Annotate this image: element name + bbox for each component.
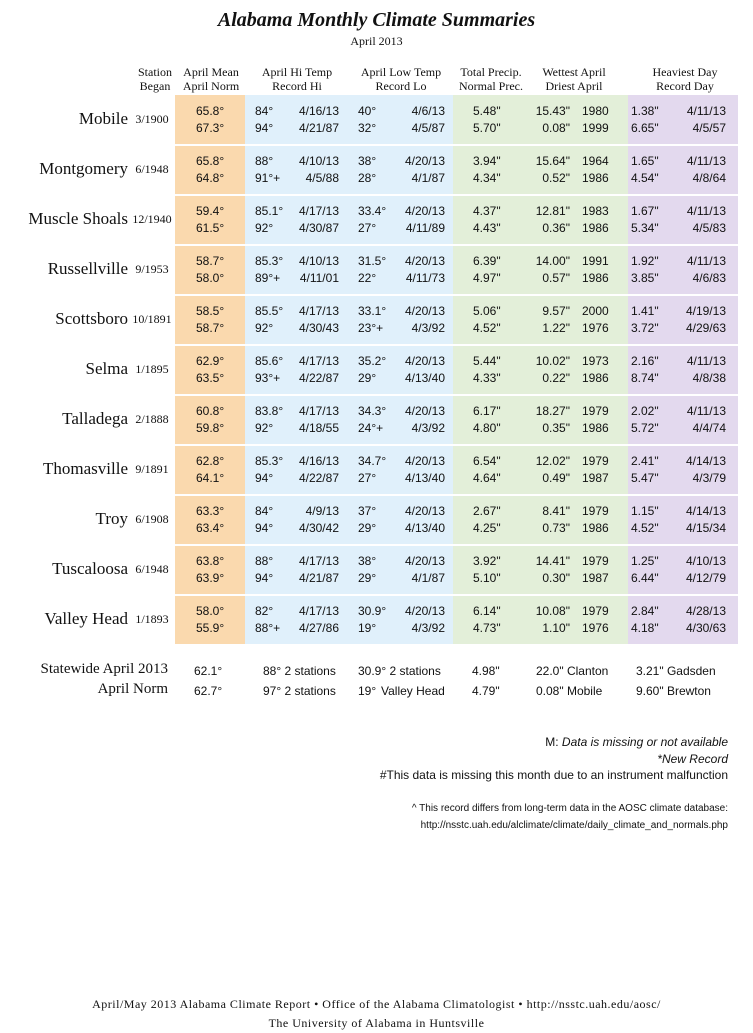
station-name: Thomasville	[43, 459, 128, 478]
cell-normal-precip: 4.73"	[473, 621, 501, 635]
table-row	[0, 545, 753, 595]
cell-rec-day-date: 4/30/63	[685, 621, 726, 635]
cell-heaviest-date: 4/10/13	[685, 554, 726, 568]
note-differs: ^ This record differs from long-term data in the AOSC climate database:	[411, 803, 728, 814]
statewide-heaviest: 3.21" Gadsden	[636, 664, 716, 678]
cell-rec-day-date: 4/29/63	[685, 321, 726, 335]
cell-wettest: 9.57"	[542, 304, 570, 318]
cell-rec-lo: 19°	[358, 621, 377, 635]
cell-lo-date: 4/20/13	[404, 604, 445, 618]
cell-mean: 60.8°	[196, 404, 225, 418]
row-divider	[24, 244, 738, 246]
note-missing: M: Data is missing or not available	[545, 735, 728, 749]
cell-wettest-year: 1979	[582, 404, 609, 418]
cell-driest-year: 1986	[582, 221, 609, 235]
cell-wettest-year: 1973	[582, 354, 609, 368]
table-row	[0, 195, 753, 245]
cell-rec-lo: 29°	[358, 571, 377, 585]
note-url: http://nsstc.uah.edu/alclimate/climate/daily_climate_and_normals.php	[420, 820, 728, 831]
cell-rec-lo-date: 4/3/92	[411, 621, 445, 635]
table-row	[0, 595, 753, 645]
cell-rec-lo: 23°+	[358, 321, 384, 335]
cell-driest-year: 1987	[582, 571, 609, 585]
cell-heaviest: 1.41"	[631, 304, 659, 318]
cell-rec-hi-date: 4/30/42	[298, 521, 339, 535]
table-row	[0, 495, 753, 545]
cell-driest-year: 1976	[582, 621, 609, 635]
cell-normal-precip: 4.33"	[473, 371, 501, 385]
cell-rec-day-date: 4/15/34	[685, 521, 726, 535]
cell-rec-hi-date: 4/21/87	[298, 571, 339, 585]
station-name: Muscle Shoals	[28, 209, 128, 228]
cell-driest: 0.08"	[542, 121, 570, 135]
statewide-precip: 4.98"	[472, 664, 500, 678]
cell-mean: 62.9°	[196, 354, 225, 368]
cell-mean: 58.5°	[196, 304, 225, 318]
station-name: Mobile	[78, 109, 128, 128]
cell-rec-day-date: 4/8/38	[692, 371, 726, 385]
norm-mean: 62.7°	[194, 684, 223, 698]
cell-driest-year: 1986	[582, 371, 609, 385]
note-new-record: *New Record	[657, 752, 728, 766]
cell-rec-lo-date: 4/11/89	[405, 221, 445, 235]
cell-normal-precip: 4.34"	[473, 171, 501, 185]
cell-lo-date: 4/20/13	[404, 304, 445, 318]
cell-rec-hi: 91°+	[255, 171, 281, 185]
cell-rec-lo: 27°	[358, 221, 377, 235]
cell-lo: 33.1°	[358, 304, 387, 318]
cell-normal-precip: 5.10"	[473, 571, 501, 585]
cell-rec-lo: 28°	[358, 171, 377, 185]
cell-heaviest-date: 4/28/13	[685, 604, 726, 618]
cell-wettest-year: 1980	[582, 104, 609, 118]
cell-rec-lo: 29°	[358, 521, 377, 535]
cell-driest: 0.35"	[542, 421, 570, 435]
cell-rec-hi-date: 4/22/87	[298, 371, 339, 385]
cell-rec-hi: 92°	[255, 421, 274, 435]
cell-norm: 58.7°	[196, 321, 225, 335]
cell-wettest: 8.41"	[542, 504, 570, 518]
cell-rec-day-date: 4/8/64	[692, 171, 726, 185]
cell-rec-lo-date: 4/13/40	[404, 371, 445, 385]
cell-hi: 88°	[255, 554, 274, 568]
row-divider	[24, 294, 738, 296]
cell-rec-lo: 29°	[358, 371, 377, 385]
cell-rec-hi: 89°+	[255, 271, 281, 285]
cell-driest-year: 1987	[582, 471, 609, 485]
cell-lo: 35.2°	[358, 354, 387, 368]
cell-hi: 83.8°	[255, 404, 284, 418]
cell-wettest: 15.43"	[535, 104, 570, 118]
cell-rec-lo-date: 4/1/87	[411, 171, 445, 185]
cell-rec-hi: 92°	[255, 221, 274, 235]
norm-label: April Norm	[97, 681, 168, 697]
station-began: 6/1948	[135, 162, 169, 176]
cell-rec-hi: 94°	[255, 471, 274, 485]
station-began: 3/1900	[135, 112, 169, 126]
cell-wettest: 14.00"	[535, 254, 570, 268]
page-subtitle: April 2013	[350, 34, 403, 48]
cell-rec-day-date: 4/3/79	[692, 471, 726, 485]
cell-lo-date: 4/20/13	[404, 254, 445, 268]
cell-norm: 63.4°	[196, 521, 225, 535]
cell-driest: 0.73"	[542, 521, 570, 535]
header-wettest: Wettest April Driest April	[542, 65, 606, 93]
cell-heaviest: 2.02"	[631, 404, 659, 418]
cell-rec-hi: 92°	[255, 321, 274, 335]
cell-lo-date: 4/20/13	[404, 404, 445, 418]
cell-driest: 1.22"	[542, 321, 570, 335]
cell-mean: 58.7°	[196, 254, 225, 268]
row-divider	[24, 494, 738, 496]
cell-mean: 58.0°	[196, 604, 225, 618]
cell-normal-precip: 4.64"	[473, 471, 501, 485]
station-began: 1/1895	[135, 362, 169, 376]
cell-heaviest: 1.15"	[631, 504, 659, 518]
cell-rec-hi: 88°+	[255, 621, 281, 635]
norm-hi: 97° 2 stations	[263, 684, 336, 698]
cell-heaviest: 1.92"	[631, 254, 659, 268]
header-mean: April Mean April Norm	[182, 65, 240, 93]
cell-normal-precip: 4.80"	[473, 421, 501, 435]
row-divider	[24, 594, 738, 596]
station-name: Talladega	[62, 409, 128, 428]
cell-wettest-year: 1979	[582, 604, 609, 618]
station-began: 9/1953	[135, 262, 169, 276]
table-row	[0, 395, 753, 445]
cell-driest-year: 1976	[582, 321, 609, 335]
cell-norm: 59.8°	[196, 421, 225, 435]
cell-rec-lo: 27°	[358, 471, 377, 485]
station-began: 2/1888	[135, 412, 169, 426]
cell-lo-date: 4/20/13	[404, 504, 445, 518]
cell-driest-year: 1999	[582, 121, 609, 135]
cell-norm: 64.8°	[196, 171, 225, 185]
cell-rec-hi-date: 4/30/43	[298, 321, 339, 335]
row-divider	[24, 544, 738, 546]
cell-rec-lo: 22°	[358, 271, 377, 285]
header-hi-temp: April Hi Temp Record Hi	[261, 65, 333, 93]
cell-heaviest: 2.84"	[631, 604, 659, 618]
cell-wettest: 12.81"	[535, 204, 570, 218]
station-began: 6/1948	[135, 562, 169, 576]
table-row	[0, 145, 753, 195]
cell-normal-precip: 4.97"	[473, 271, 501, 285]
footer-line-2: The University of Alabama in Huntsville	[268, 1016, 485, 1030]
row-divider	[24, 394, 738, 396]
cell-mean: 62.8°	[196, 454, 225, 468]
cell-norm: 67.3°	[196, 121, 225, 135]
cell-mean: 59.4°	[196, 204, 225, 218]
cell-rec-lo: 32°	[358, 121, 377, 135]
station-began: 1/1893	[135, 612, 169, 626]
cell-rec-day: 4.18"	[631, 621, 659, 635]
cell-rec-lo-date: 4/5/87	[411, 121, 445, 135]
cell-hi-date: 4/16/13	[298, 454, 339, 468]
cell-rec-hi-date: 4/18/55	[298, 421, 339, 435]
cell-lo: 33.4°	[358, 204, 387, 218]
cell-wettest: 15.64"	[535, 154, 570, 168]
cell-rec-hi-date: 4/22/87	[298, 471, 339, 485]
cell-normal-precip: 4.43"	[473, 221, 501, 235]
station-name: Valley Head	[44, 609, 128, 628]
statewide-lo: 30.9° 2 stations	[358, 664, 441, 678]
cell-lo: 34.3°	[358, 404, 387, 418]
cell-wettest-year: 1979	[582, 554, 609, 568]
cell-lo-date: 4/20/13	[404, 154, 445, 168]
cell-hi: 85.5°	[255, 304, 284, 318]
cell-precip: 2.67"	[473, 504, 501, 518]
cell-hi-date: 4/17/13	[298, 304, 339, 318]
cell-norm: 55.9°	[196, 621, 225, 635]
cell-driest: 0.36"	[542, 221, 570, 235]
cell-heaviest-date: 4/19/13	[685, 304, 726, 318]
cell-lo-date: 4/20/13	[404, 554, 445, 568]
cell-rec-lo-date: 4/1/87	[411, 571, 445, 585]
cell-lo-date: 4/20/13	[404, 354, 445, 368]
cell-wettest-year: 1979	[582, 454, 609, 468]
cell-rec-day: 4.54"	[631, 171, 659, 185]
station-began: 6/1908	[135, 512, 169, 526]
norm-heaviest: 9.60" Brewton	[636, 684, 711, 698]
norm-precip: 4.79"	[472, 684, 500, 698]
header-station-began: Station Began	[137, 65, 172, 93]
cell-precip: 5.06"	[473, 304, 501, 318]
cell-driest: 0.30"	[542, 571, 570, 585]
cell-hi-date: 4/10/13	[298, 254, 339, 268]
cell-heaviest-date: 4/11/13	[686, 404, 726, 418]
cell-driest-year: 1986	[582, 271, 609, 285]
cell-rec-lo-date: 4/13/40	[404, 521, 445, 535]
cell-rec-day-date: 4/5/57	[692, 121, 726, 135]
table-row	[0, 95, 753, 145]
cell-rec-day: 3.85"	[631, 271, 659, 285]
cell-driest-year: 1986	[582, 521, 609, 535]
cell-hi-date: 4/17/13	[298, 404, 339, 418]
cell-hi-date: 4/9/13	[305, 504, 339, 518]
norm-lo-station: Valley Head	[381, 684, 445, 698]
cell-rec-day: 8.74"	[631, 371, 659, 385]
cell-rec-hi-date: 4/27/86	[298, 621, 339, 635]
cell-hi-date: 4/17/13	[298, 204, 339, 218]
cell-heaviest-date: 4/11/13	[686, 154, 726, 168]
cell-precip: 6.39"	[473, 254, 501, 268]
cell-wettest-year: 1991	[582, 254, 609, 268]
cell-lo: 38°	[358, 554, 377, 568]
cell-mean: 63.3°	[196, 504, 225, 518]
cell-precip: 4.37"	[473, 204, 501, 218]
cell-heaviest-date: 4/14/13	[685, 504, 726, 518]
cell-heaviest: 1.38"	[631, 104, 659, 118]
footer-line-1: April/May 2013 Alabama Climate Report • Office of the Alabama Climatologist • http://nsstc.uah.edu/aosc/	[92, 997, 661, 1011]
row-divider	[24, 194, 738, 196]
cell-driest: 0.49"	[542, 471, 570, 485]
cell-hi: 88°	[255, 154, 274, 168]
cell-rec-day: 4.52"	[631, 521, 659, 535]
cell-precip: 3.94"	[473, 154, 501, 168]
cell-lo: 38°	[358, 154, 377, 168]
statewide-hi: 88° 2 stations	[263, 664, 336, 678]
cell-rec-hi: 94°	[255, 521, 274, 535]
cell-hi-date: 4/10/13	[298, 154, 339, 168]
cell-lo-date: 4/20/13	[404, 454, 445, 468]
cell-hi-date: 4/16/13	[298, 104, 339, 118]
cell-mean: 65.8°	[196, 104, 225, 118]
cell-heaviest-date: 4/11/13	[686, 204, 726, 218]
station-name: Tuscaloosa	[52, 559, 128, 578]
cell-hi-date: 4/17/13	[298, 554, 339, 568]
statewide-wettest: 22.0" Clanton	[536, 664, 609, 678]
cell-rec-day: 5.34"	[631, 221, 659, 235]
cell-precip: 5.48"	[473, 104, 501, 118]
cell-heaviest: 2.41"	[631, 454, 659, 468]
cell-wettest-year: 1983	[582, 204, 609, 218]
cell-lo: 31.5°	[358, 254, 387, 268]
cell-lo-date: 4/20/13	[404, 204, 445, 218]
cell-hi: 85.1°	[255, 204, 284, 218]
cell-normal-precip: 5.70"	[473, 121, 501, 135]
cell-hi-date: 4/17/13	[298, 604, 339, 618]
norm-driest: 0.08" Mobile	[536, 684, 603, 698]
page-title: Alabama Monthly Climate Summaries	[217, 9, 536, 31]
table-row	[0, 245, 753, 295]
cell-rec-day: 6.65"	[631, 121, 659, 135]
cell-lo: 37°	[358, 504, 377, 518]
cell-heaviest-date: 4/14/13	[685, 454, 726, 468]
cell-norm: 64.1°	[196, 471, 225, 485]
note-instrument: #This data is missing this month due to an instrument malfunction	[379, 768, 728, 782]
cell-norm: 63.5°	[196, 371, 225, 385]
cell-rec-day: 5.47"	[631, 471, 659, 485]
cell-rec-day-date: 4/5/83	[692, 221, 726, 235]
cell-wettest: 10.08"	[535, 604, 570, 618]
cell-lo: 30.9°	[358, 604, 387, 618]
cell-wettest: 12.02"	[535, 454, 570, 468]
cell-wettest-year: 1964	[582, 154, 609, 168]
cell-rec-hi-date: 4/30/87	[298, 221, 339, 235]
station-began: 10/1891	[132, 312, 172, 326]
table-row	[0, 345, 753, 395]
cell-driest: 1.10"	[542, 621, 570, 635]
header-precip: Total Precip. Normal Prec.	[459, 65, 523, 93]
cell-rec-hi: 93°+	[255, 371, 281, 385]
station-began: 9/1891	[135, 462, 169, 476]
cell-normal-precip: 4.25"	[473, 521, 501, 535]
cell-normal-precip: 4.52"	[473, 321, 501, 335]
cell-hi: 84°	[255, 504, 274, 518]
cell-hi-date: 4/17/13	[298, 354, 339, 368]
statewide-label: Statewide April 2013	[40, 661, 168, 677]
cell-precip: 3.92"	[473, 554, 501, 568]
cell-heaviest-date: 4/11/13	[686, 354, 726, 368]
cell-heaviest-date: 4/11/13	[686, 254, 726, 268]
header-heaviest: Heaviest Day Record Day	[652, 65, 718, 93]
cell-driest: 0.22"	[542, 371, 570, 385]
station-name: Troy	[95, 509, 128, 528]
station-name: Montgomery	[39, 159, 128, 178]
cell-lo: 40°	[358, 104, 377, 118]
cell-driest: 0.57"	[542, 271, 570, 285]
cell-precip: 6.54"	[473, 454, 501, 468]
cell-rec-hi-date: 4/21/87	[298, 121, 339, 135]
station-began: 12/1940	[132, 212, 172, 226]
row-divider	[24, 444, 738, 446]
cell-hi: 85.6°	[255, 354, 284, 368]
cell-heaviest: 1.67"	[631, 204, 659, 218]
header-low-temp: April Low Temp Record Lo	[360, 65, 442, 93]
cell-wettest: 10.02"	[535, 354, 570, 368]
station-name: Scottsboro	[55, 309, 128, 328]
cell-wettest-year: 2000	[582, 304, 609, 318]
cell-rec-day: 3.72"	[631, 321, 659, 335]
cell-lo-date: 4/6/13	[411, 104, 445, 118]
cell-rec-hi: 94°	[255, 121, 274, 135]
cell-heaviest: 2.16"	[631, 354, 659, 368]
table-row	[0, 445, 753, 495]
cell-wettest-year: 1979	[582, 504, 609, 518]
station-name: Russellville	[47, 259, 128, 278]
cell-norm: 63.9°	[196, 571, 225, 585]
cell-wettest: 18.27"	[535, 404, 570, 418]
cell-mean: 65.8°	[196, 154, 225, 168]
cell-wettest: 14.41"	[535, 554, 570, 568]
cell-hi: 85.3°	[255, 254, 284, 268]
cell-precip: 6.14"	[473, 604, 501, 618]
cell-driest-year: 1986	[582, 421, 609, 435]
cell-lo: 34.7°	[358, 454, 387, 468]
cell-driest: 0.52"	[542, 171, 570, 185]
table-row	[0, 295, 753, 345]
cell-rec-lo-date: 4/3/92	[411, 321, 445, 335]
cell-rec-hi-date: 4/5/88	[305, 171, 339, 185]
cell-hi: 85.3°	[255, 454, 284, 468]
statewide-mean: 62.1°	[194, 664, 223, 678]
cell-rec-hi: 94°	[255, 571, 274, 585]
row-divider	[24, 144, 738, 146]
cell-hi: 82°	[255, 604, 274, 618]
cell-rec-day-date: 4/4/74	[692, 421, 726, 435]
norm-lo-value: 19°	[358, 684, 377, 698]
cell-rec-lo-date: 4/3/92	[411, 421, 445, 435]
cell-precip: 5.44"	[473, 354, 501, 368]
cell-rec-lo: 24°+	[358, 421, 384, 435]
row-divider	[24, 344, 738, 346]
cell-precip: 6.17"	[473, 404, 501, 418]
cell-norm: 58.0°	[196, 271, 225, 285]
cell-heaviest: 1.25"	[631, 554, 659, 568]
cell-heaviest: 1.65"	[631, 154, 659, 168]
cell-norm: 61.5°	[196, 221, 225, 235]
cell-hi: 84°	[255, 104, 274, 118]
cell-rec-day-date: 4/12/79	[685, 571, 726, 585]
cell-rec-hi-date: 4/11/01	[299, 271, 339, 285]
cell-mean: 63.8°	[196, 554, 225, 568]
cell-rec-day-date: 4/6/83	[692, 271, 726, 285]
station-name: Selma	[85, 359, 128, 378]
cell-rec-day: 6.44"	[631, 571, 659, 585]
cell-driest-year: 1986	[582, 171, 609, 185]
cell-rec-lo-date: 4/11/73	[405, 271, 445, 285]
cell-heaviest-date: 4/11/13	[686, 104, 726, 118]
cell-rec-lo-date: 4/13/40	[404, 471, 445, 485]
cell-rec-day: 5.72"	[631, 421, 659, 435]
